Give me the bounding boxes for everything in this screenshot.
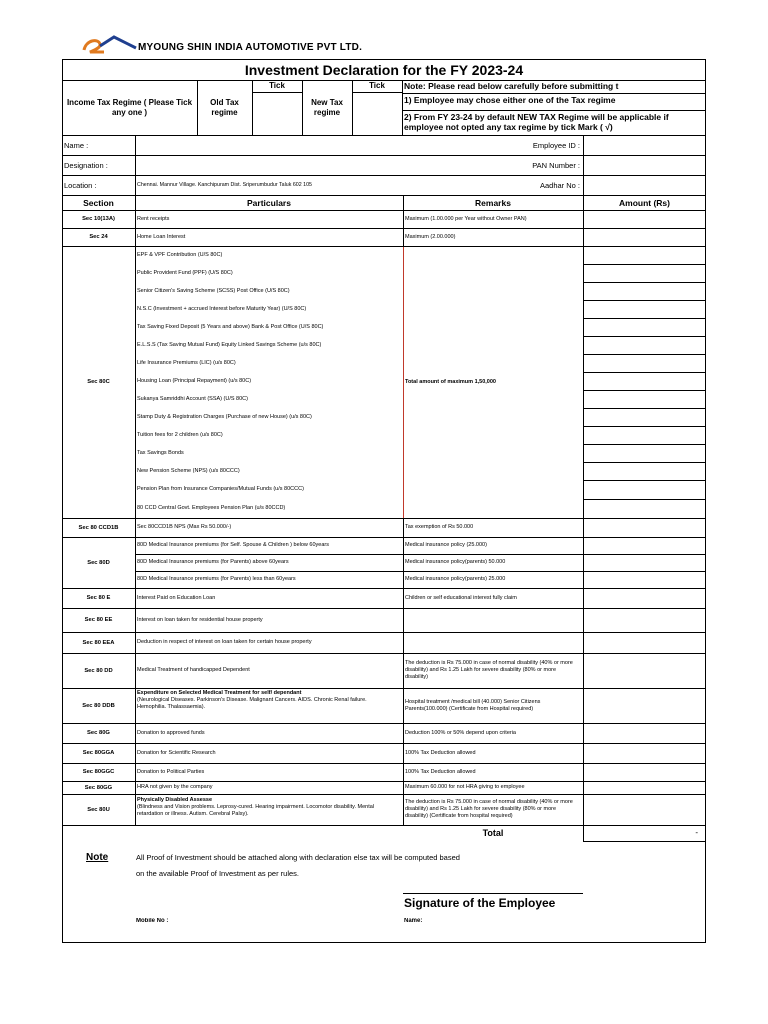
amount-sec80u[interactable] <box>584 795 705 824</box>
particular-approved-funds: Donation to approved funds <box>137 729 205 736</box>
particular-hra: HRA not given by the company <box>137 784 213 790</box>
particular-80d-self: 80D Medical Insurance premiums (for Self. Spouse & Children ) below 60years <box>137 542 329 548</box>
company-name: MYOUNG SHIN INDIA AUTOMOTIVE PVT LTD. <box>138 42 363 53</box>
amount-sec80ddb[interactable] <box>584 689 705 722</box>
section-sec80ggc: Sec 80GGC <box>82 769 115 775</box>
new-regime-tick-box[interactable] <box>353 93 401 134</box>
remark-sec80u: The deduction is Rs 75.000 in case of normal disability (40% or more disability) and Rs 1.25 Lakh for severe disability (80% or more disability) (Certificate from hospital required) <box>405 799 573 819</box>
section-sec80dd: Sec 80 DD <box>84 667 113 674</box>
particular-medical-treatment-diseases: (Neurological Diseases. Parkinson's Disease. Malignant Cancers. AIDS. Chronic Renal failure. Hemophilia. Thalassaemia). <box>137 697 367 710</box>
designation-label: Designation : <box>64 160 108 170</box>
remark-80d-parents-below60: Medical insurance policy(parents) 25.000 <box>405 576 506 582</box>
particular-physically-disabled-title: Physically Disabled Assesse <box>137 797 213 803</box>
particular-80c: E.L.S.S (Tax Saving Mutual Fund) Equity Linked Savings Scheme (u/s 80C) <box>137 341 322 348</box>
pan-field[interactable] <box>584 156 705 174</box>
old-regime-label: Old Tax regime <box>210 97 239 117</box>
section-sec24: Sec 24 <box>89 234 108 240</box>
particular-medical-treatment <box>135 690 403 723</box>
remark-sec80g: Deduction 100% or 50% depend upon criteria <box>405 729 516 736</box>
amount-sec24[interactable] <box>584 229 705 245</box>
employee-id-label: Employee ID : <box>532 140 580 150</box>
amount-sec80g[interactable] <box>584 724 705 742</box>
amount-sec80ccd1b[interactable] <box>584 519 705 536</box>
particular-80c: Public Provident Fund (PPF) (U/S 80C) <box>137 269 233 276</box>
particular-medical-treatment-title: Expenditure on Selected Medical Treatment for self/ dependant <box>137 690 302 696</box>
footer-note-line-1: All Proof of Investment should be attached along with declaration else tax will be computed based <box>136 853 460 862</box>
particular-education-loan: Interest Paid on Education Loan <box>137 594 216 601</box>
header-particulars: Particulars <box>247 197 291 208</box>
location-label: Location : <box>64 180 97 190</box>
remark-sec24: Maximum (2.00.000) <box>405 233 456 240</box>
particular-rent: Rent receipts <box>137 215 170 222</box>
header-remarks: Remarks <box>475 197 511 208</box>
remark-sec80c: Total amount of maximum 1,50,000 <box>405 378 496 385</box>
amount-sec80ggc[interactable] <box>584 764 705 780</box>
regime-prompt: Income Tax Regime ( Please Tick any one ) <box>66 97 193 117</box>
particular-nps: Sec 80CCD1B NPS (Max Rs 50.000/-) <box>137 524 232 530</box>
particular-80c: Life Insurance Premiums (LIC) (u/s 80C) <box>137 359 236 366</box>
section-sec80g: Sec 80G <box>87 730 110 736</box>
particular-house-property-interest: Deduction in respect of interest on loan taken for certain house property <box>137 639 312 645</box>
particular-80c: Stamp Duty & Registration Charges (Purchase of new House) (u/s 80C) <box>137 413 312 420</box>
remark-sec80e: Children or self educational interest fully claim <box>405 594 517 601</box>
section-sec80ddb: Sec 80 DDB <box>82 702 115 709</box>
amount-sec80d[interactable] <box>584 538 705 587</box>
employee-name-label: Name: <box>404 918 423 924</box>
aadhar-label: Aadhar No : <box>539 180 580 190</box>
remark-80d-self: Medical insurance policy (25.000) <box>405 542 487 548</box>
aadhar-field[interactable] <box>584 176 705 194</box>
remark-sec80ccd1b: Tax exemption of Rs 50.000 <box>405 524 474 530</box>
particular-home-loan: Home Loan Interest <box>137 233 186 240</box>
remark-sec80dd: The deduction is Rs 75.000 in case of normal disability (40% or more disability) and Rs 1.25 Lakh for severe disability (80% or more disability) <box>405 660 573 680</box>
remark-80d-parents-above60: Medical insurance policy(parents) 50.000 <box>405 559 506 565</box>
remark-sec10: Maximum (1.00.000 per Year without Owner PAN) <box>405 215 527 222</box>
amount-sec80e[interactable] <box>584 589 705 607</box>
note-2: 2) From FY 23-24 by default NEW TAX Regime will be applicable if employee not opted any tax regime by tick Mark ( √) <box>404 112 669 132</box>
note-1: 1) Employee may chose either one of the Tax regime <box>404 95 616 105</box>
amount-sec80eea[interactable] <box>584 633 705 652</box>
section-sec80gg: Sec 80GG <box>84 784 113 791</box>
remark-sec80ggc: 100% Tax Deduction allowed <box>405 768 476 775</box>
new-regime-label: New Tax regime <box>311 97 343 117</box>
amount-sec80ee[interactable] <box>584 609 705 631</box>
particular-handicapped-dependent: Medical Treatment of handicapped Dependent <box>137 667 250 673</box>
signature-label: Signature of the Employee <box>404 896 556 910</box>
amount-sec80c-column[interactable] <box>584 247 705 517</box>
particular-80c: Tuition fees for 2 children (u/s 80C) <box>137 431 223 438</box>
location-field[interactable]: Chennai. Mannur Village. Kanchipuram Dist. Sriperumbudur Taluk 602 105 <box>137 181 312 188</box>
particular-residential-loan: Interest on loan taken for residential house property <box>137 616 263 623</box>
particular-80c: Tax Saving Fixed Deposit (5 Years and above) Bank & Post Office (U/S 80C) <box>137 323 324 330</box>
particular-physically-disabled <box>135 797 403 825</box>
amount-sec10[interactable] <box>584 211 705 227</box>
remark-sec80gga: 100% Tax Deduction allowed <box>405 749 476 756</box>
mobile-field[interactable] <box>180 916 380 930</box>
particular-80c: Pension Plan from Insurance Companies/Mutual Funds (u/s 80CCC) <box>137 486 304 492</box>
section-sec80eea: Sec 80 EEA <box>82 639 115 646</box>
particular-80d-parents-below60: 80D Medical Insurance premiums (for Parents) less than 60years <box>137 576 296 582</box>
old-regime-tick-header: Tick <box>269 81 285 90</box>
footer-note-label: Note <box>86 852 109 863</box>
old-regime-tick-box[interactable] <box>253 93 301 134</box>
particular-80c: N.S.C (Investment + accrued Interest before Maturity Year) (U/S 80C) <box>137 305 307 312</box>
particular-80c: 80 CCD Central Govt. Employees Pension Plan (u/s 80CCD) <box>137 505 286 511</box>
particular-physically-disabled-conditions: (Blindness and Vision problems. Leprosy-cured. Hearing impairment. Locomotor disability. Mental retardation or illness. Autism. Cerebral Palsy). <box>137 804 375 817</box>
section-sec80ee: Sec 80 EE <box>84 617 113 623</box>
total-amount: - <box>583 825 706 842</box>
particular-80d-parents-above60: 80D Medical Insurance premiums (for Parents) above 60years <box>137 559 289 565</box>
section-sec80c: Sec 80C <box>87 379 110 385</box>
name-label: Name : <box>64 140 89 150</box>
particular-80c: Sukanya Samriddhi Account (SSA) (U/S 80C) <box>137 395 248 402</box>
employee-id-field[interactable] <box>584 136 705 154</box>
header-section: Section <box>83 197 114 208</box>
particular-80c: Tax Savings Bonds <box>137 449 184 456</box>
particular-80c: EPF & VPF Contribution (U/S 80C) <box>137 251 223 258</box>
section-sec80u: Sec 80U <box>87 806 110 813</box>
form-title: Investment Declaration for the FY 2023-24 <box>244 62 524 78</box>
mobile-label: Mobile No : <box>136 918 169 924</box>
new-regime-tick-header: Tick <box>369 81 385 90</box>
section-sec10: Sec 10(13A) <box>82 216 115 222</box>
section-sec80ccd1b: Sec 80 CCD1B <box>78 524 119 531</box>
pan-label: PAN Number : <box>532 160 580 170</box>
remark-sec80gg: Maximum 60.000 for not HRA giving to employee <box>405 784 525 790</box>
header-amount: Amount (Rs) <box>619 197 670 208</box>
note-heading: Note: Please read below carefully before submitting t <box>404 81 619 91</box>
particular-80c: New Pension Scheme (NPS) (u/s 80CCC) <box>137 467 240 474</box>
footer-note-line-2: on the available Proof of Investment as per rules. <box>136 869 300 878</box>
amount-sec80gga[interactable] <box>584 744 705 762</box>
particular-political-parties: Donation to Political Parties <box>137 768 205 775</box>
particular-scientific-research: Donation for Scientific Research <box>137 749 216 756</box>
particular-80c: Senior Citizen's Saving Scheme (SCSS) Post Office (U/S 80C) <box>137 287 290 294</box>
amount-sec80gg[interactable] <box>584 782 705 793</box>
amount-sec80dd[interactable] <box>584 654 705 687</box>
particular-80c: Housing Loan (Principal Repayment) (u/s 80C) <box>137 377 252 384</box>
company-logo-icon <box>80 34 138 56</box>
remark-sec80ddb: Hospital treatment /medical bill (40.000) Senior Citizens Parents(100.000) (Certificate from Hospital required) <box>405 698 541 712</box>
signature-name-field[interactable] <box>430 916 630 930</box>
section-sec80gga: Sec 80GGA <box>82 750 115 756</box>
section-sec80d: Sec 80D <box>87 559 110 566</box>
section-sec80e: Sec 80 E <box>86 595 111 601</box>
total-label: Total <box>482 828 504 838</box>
